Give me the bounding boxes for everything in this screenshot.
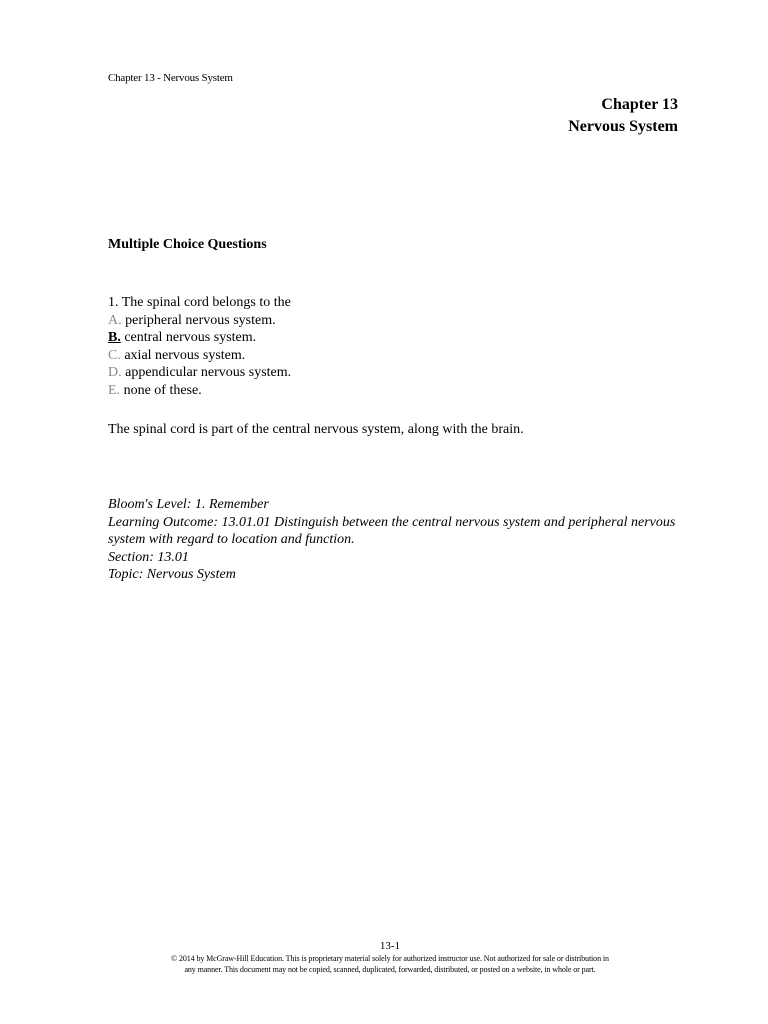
choice-letter: D. [108, 365, 122, 380]
choice-c [108, 347, 291, 365]
choice-b [108, 329, 291, 347]
choice-a [108, 312, 291, 330]
choice-letter: E. [108, 382, 121, 398]
page-footer [100, 939, 680, 975]
choice-d [108, 364, 291, 382]
chapter-heading [568, 94, 678, 138]
question-metadata [108, 496, 688, 584]
correct-choice-letter: B. [108, 330, 121, 345]
choice-text: peripheral nervous system. [121, 312, 276, 328]
choice-text: none of these. [120, 382, 202, 398]
page-number: 13-1 [379, 940, 401, 952]
choice-letter: C. [108, 347, 121, 363]
copyright-line-1: © 2014 by McGraw-Hill Education. This is proprietary material solely for authorized instructor use. Not authorized for sale or distribution in [171, 954, 609, 963]
learning-outcome: Learning Outcome: 13.01.01 Distinguish between the central nervous system and peripheral nervous system with regard to location and function. [108, 514, 676, 548]
choice-letter: A. [108, 312, 122, 328]
question-block [108, 294, 291, 399]
choice-text: central nervous system. [120, 330, 257, 345]
choice-text: axial nervous system. [120, 347, 246, 363]
topic: Topic: Nervous System [108, 567, 236, 583]
answer-explanation: The spinal cord is part of the central nervous system, along with the brain. [108, 422, 524, 437]
section-heading: Multiple Choice Questions [108, 237, 267, 252]
copyright-line-2: any manner. This document may not be copied, scanned, duplicated, forwarded, distributed, or posted on a website, in whole or part. [184, 965, 596, 974]
chapter-number: Chapter 13 [601, 96, 678, 113]
chapter-title: Nervous System [568, 118, 678, 135]
running-header: Chapter 13 - Nervous System [108, 72, 233, 84]
blooms-level: Bloom's Level: 1. Remember [108, 497, 269, 512]
choice-text: appendicular nervous system. [121, 365, 292, 380]
choice-e [108, 382, 291, 400]
section-ref: Section: 13.01 [108, 549, 189, 565]
question-stem: 1. The spinal cord belongs to the [108, 295, 291, 310]
